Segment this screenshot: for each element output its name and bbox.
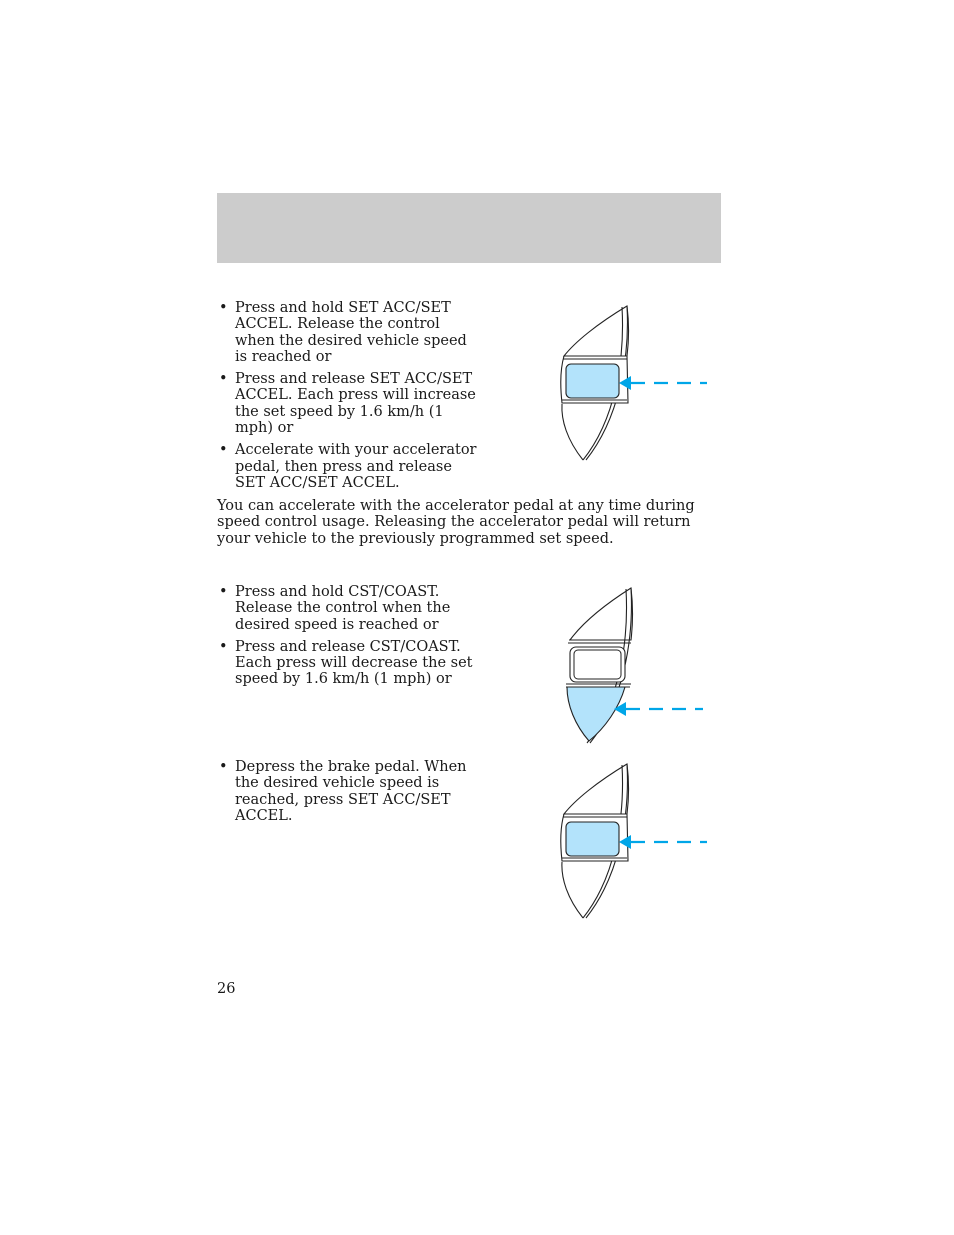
- coast-control-illustration: [555, 583, 720, 748]
- coast-button-highlight: [567, 687, 625, 741]
- coast-instructions: [217, 584, 479, 694]
- list-item: • Press and release CST/COAST. Each press will decrease the set speed by 1.6 km/h (1 mph) or: [217, 639, 479, 688]
- section-header-band: [217, 193, 721, 263]
- list-item: • Accelerate with your accelerator pedal, then press and release SET ACC/SET ACCEL.: [217, 442, 479, 491]
- brake-bullet-list: [217, 759, 479, 824]
- accelerate-instructions: [217, 300, 479, 497]
- set-acc-button-highlight: [566, 364, 619, 398]
- list-item: • Press and hold CST/COAST. Release the control when the desired speed is reached or: [217, 584, 479, 633]
- set-acc-after-brake-illustration: [555, 758, 720, 923]
- list-item: • Depress the brake pedal. When the desired vehicle speed is reached, press SET ACC/SET ACCEL.: [217, 759, 479, 824]
- list-item: • Press and release SET ACC/SET ACCEL. Each press will increase the set speed by 1.6 km/h (1 mph) or: [217, 371, 479, 436]
- coast-bullet-list: [217, 584, 479, 688]
- set-acc-control-illustration: [555, 300, 720, 465]
- accelerate-paragraph: You can accelerate with the accelerator pedal at any time during speed control usage. Releasing the accelerator pedal will return your vehicle to the previously programmed set speed.: [217, 498, 695, 547]
- accelerate-bullet-list: [217, 300, 479, 491]
- set-acc-button-highlight: [566, 822, 619, 856]
- brake-instructions: [217, 759, 479, 830]
- page-number: 26: [217, 981, 236, 997]
- list-item: • Press and hold SET ACC/SET ACCEL. Release the control when the desired vehicle speed is reached or: [217, 300, 479, 365]
